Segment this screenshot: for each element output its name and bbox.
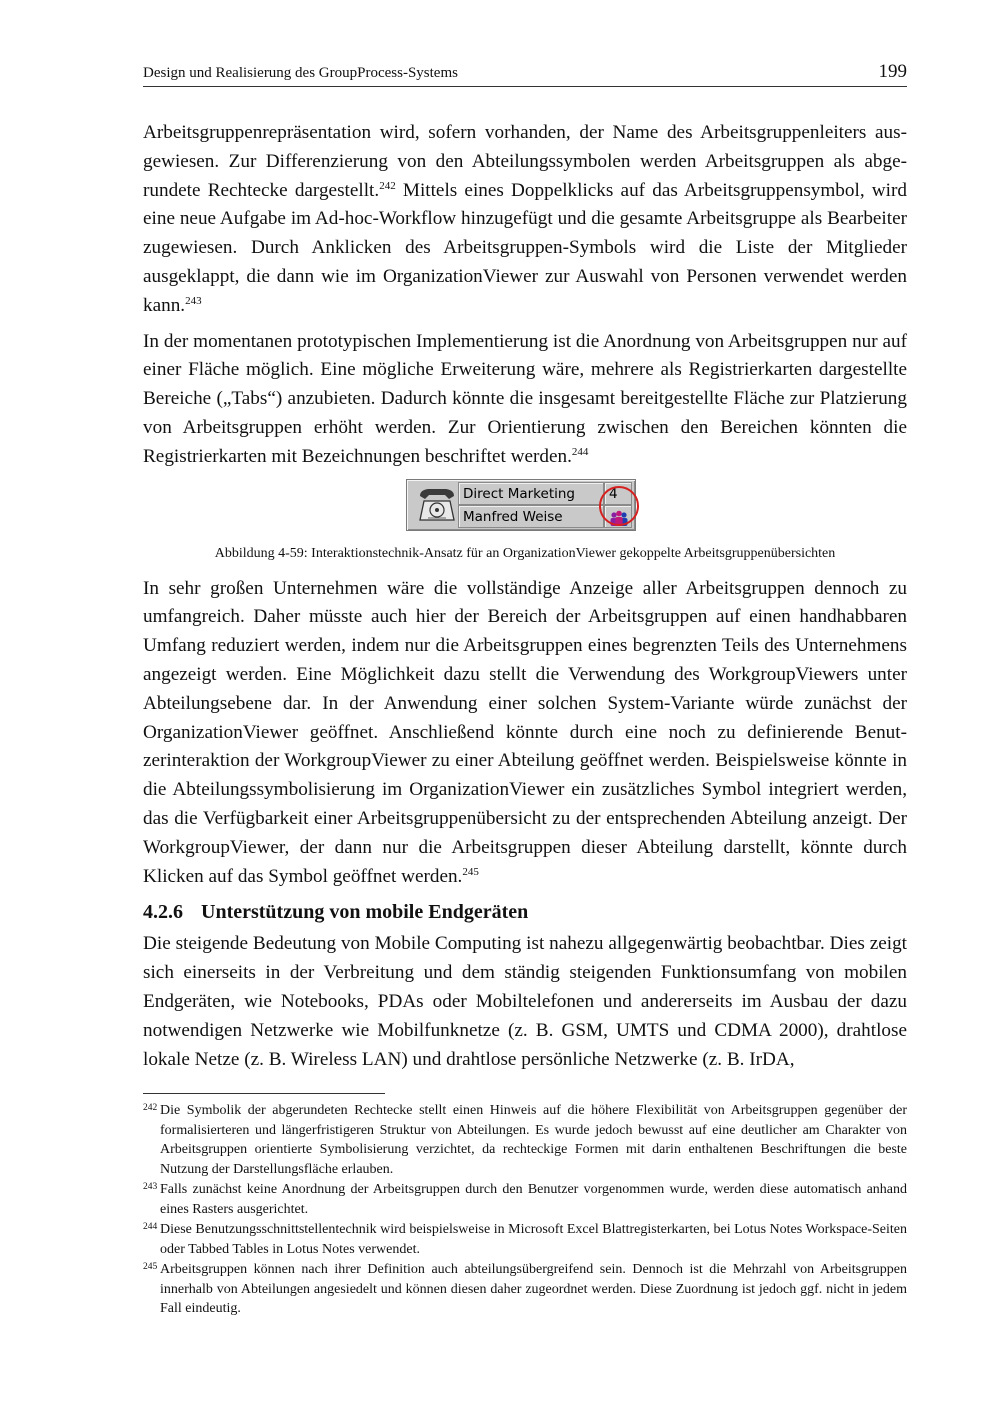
section-title: Unterstützung von mobile Endgeräten	[201, 901, 529, 924]
workgroup-leader: Manfred Weise	[458, 505, 604, 528]
page-header	[143, 60, 907, 87]
paragraph-text: In der momentanen prototypischen Implementierung ist die Anordnung von Arbeitsgruppen nur auf einer Fläche möglich. Eine mögliche Erweiterung wäre, mehrere als Registrierkarten dargestellte Bereiche („Tabs“) anzubieten. Dadurch könnte die insgesamt bereitgestellte Fläche zur Platzierung von Arbeitsgruppen erhöht werden. Zur Orientierung zwischen den Bereichen könnten die Registrierkarten mit Bezeichnungen beschriftet werden.	[143, 330, 907, 467]
footnote-ref-244[interactable]: 244	[571, 445, 589, 458]
paragraph-workgroup-representation	[143, 119, 907, 321]
footnote-244	[143, 1220, 907, 1259]
footnote-mark: 245	[143, 1262, 158, 1272]
footnote-text: Falls zunächst keine Anordnung der Arbeitsgruppen durch den Benutzer vorgenommen wurde, werden diese automatisch anhand eines Rasters ausgerichtet.	[160, 1182, 907, 1217]
footnote-text: Arbeitsgruppen können nach ihrer Definition auch abteilungsübergreifend sein. Dennoch ist die Mehrzahl von Arbeitsgruppen innerhalb von Abteilungen angesiedelt und können diesen daher zugeordnet werden. Diese Zuordnung ist jedoch ggf. nicht in jedem Fall eindeutig.	[160, 1262, 907, 1316]
footnote-ref-242[interactable]: 242	[379, 179, 396, 192]
paragraph-prototype-implementation	[143, 328, 907, 472]
paragraph-mobile-computing	[143, 930, 907, 1074]
running-title: Design und Realisierung des GroupProcess-Systems	[143, 65, 458, 81]
paragraph-text: Arbeitsgruppenrepräsentation wird, sofern vorhanden, der Name des Arbeitsgruppenleiters ausgewiesen. Zur Differenzierung von den Abteilungssymbolen werden Arbeitsgruppen als abgerundete Rechtecke dargestellt.	[143, 122, 907, 201]
paragraph-large-companies	[143, 575, 907, 892]
footnote-divider	[143, 1093, 385, 1094]
page-number: 199	[878, 61, 907, 82]
telephone-icon	[416, 484, 458, 526]
footnote-ref-243[interactable]: 243	[185, 294, 202, 307]
footnote-text: Diese Benutzungsschnittstellentechnik wird beispielsweise in Microsoft Excel Blattregisterkarten, bei Lotus Notes Workspace-Seiten oder Tabbed Tables in Lotus Notes verwendet.	[160, 1222, 907, 1257]
footnote-mark: 243	[143, 1182, 158, 1192]
workgroup-name: Direct Marketing	[458, 482, 604, 505]
main-text	[143, 119, 907, 1081]
footnotes	[143, 1101, 907, 1320]
paragraph-text: Mittels eines Doppelklicks auf das Arbeitsgruppensymbol, wird eine neue Aufgabe im Ad-hoc-Workflow hinzugefügt und die gesamte Arbeitsgruppe als Bearbeiter zugewiesen. Durch Anklicken des Arbeitsgruppen-Symbols wird die Liste der Mitglieder ausgeklappt, die dann wie im OrganizationViewer zur Auswahl von Personen verwendet werden kann.	[143, 179, 907, 316]
footnote-ref-245[interactable]: 245	[462, 865, 479, 878]
footnote-245	[143, 1260, 907, 1319]
member-count: 4	[604, 482, 632, 505]
footnote-text: Die Symbolik der abgerundeten Rechtecke stellt einen Hinweis auf die höhere Flexibilität von Arbeitsgruppen gegenüber der formalisierteren und längerfristigeren Struktur von Abteilungen. Es wurde jedoch bewusst auf eine deutlicher am Charakter von Arbeitsgruppen orientierte Symbolisierung verzichtet, da rechteckige Formen mit darin enthaltenen Beschriftungen die beste Nutzung der Darstellungsfläche erlauben.	[160, 1103, 907, 1177]
paragraph-text: In sehr großen Unternehmen wäre die vollständige Anzeige aller Arbeitsgruppen dennoch zu umfangreich. Daher müsste auch hier der Bereich der Arbeitsgruppen auf einen handhabbaren Umfang reduziert werden, indem nur die Arbeitsgruppen eines begrenzten Teils des Unternehmens angezeigt werden. Eine Möglichkeit dazu stellt die Verwendung des WorkgroupViewers unter Abteilungsebene dar. In der Anwendung einer solchen System-Variante würde zunächst der OrganizationViewer geöffnet. Anschließend könnte durch eine noch zu definierende Benutzerinteraktion der WorkgroupViewer zu einer Abteilung geöffnet werden. Beispielsweise könnte in die Abteilungssymbolisierung im OrganizationViewer ein zusätzliches Symbol integriert werden, das die Verfügbarkeit einer Arbeitsgruppenübersicht zu der entsprechenden Abteilung anzeigt. Der WorkgroupViewer, der dann nur die Arbeitsgruppen dieser Abteilung darstellt, könnte durch Klicken auf das Symbol geöffnet werden.	[143, 577, 907, 887]
section-number: 4.2.6	[143, 901, 183, 924]
figure-caption: Abbildung 4-59: Interaktionstechnik-Ansatz für an OrganizationViewer gekoppelte Arbeitsgruppenübersichten	[214, 545, 836, 561]
highlight-circle	[599, 486, 639, 526]
footnote-242	[143, 1101, 907, 1179]
footnote-243	[143, 1180, 907, 1219]
footnote-mark: 244	[143, 1222, 158, 1232]
paragraph-text: Die steigende Bedeutung von Mobile Computing ist nahezu allgegenwärtig beobachtbar. Dies zeigt sich einerseits in der Verbreitung und dem ständig steigenden Funktionsumfang von mobilen Endgeräten, wie Notebooks, PDAs oder Mobiltelefonen und andererseits im Ausbau der dazu notwendigen Netzwerke wie Mobilfunknetze (z. B. GSM, UMTS und CDMA 2000), drahtlose lokale Netze (z. B. Wireless LAN) und drahtlose persönliche Netzwerke (z. B. IrDA,	[143, 933, 907, 1070]
footnote-mark: 242	[143, 1103, 158, 1113]
section-heading	[143, 898, 907, 926]
figure-workgroup-widget	[143, 479, 907, 539]
